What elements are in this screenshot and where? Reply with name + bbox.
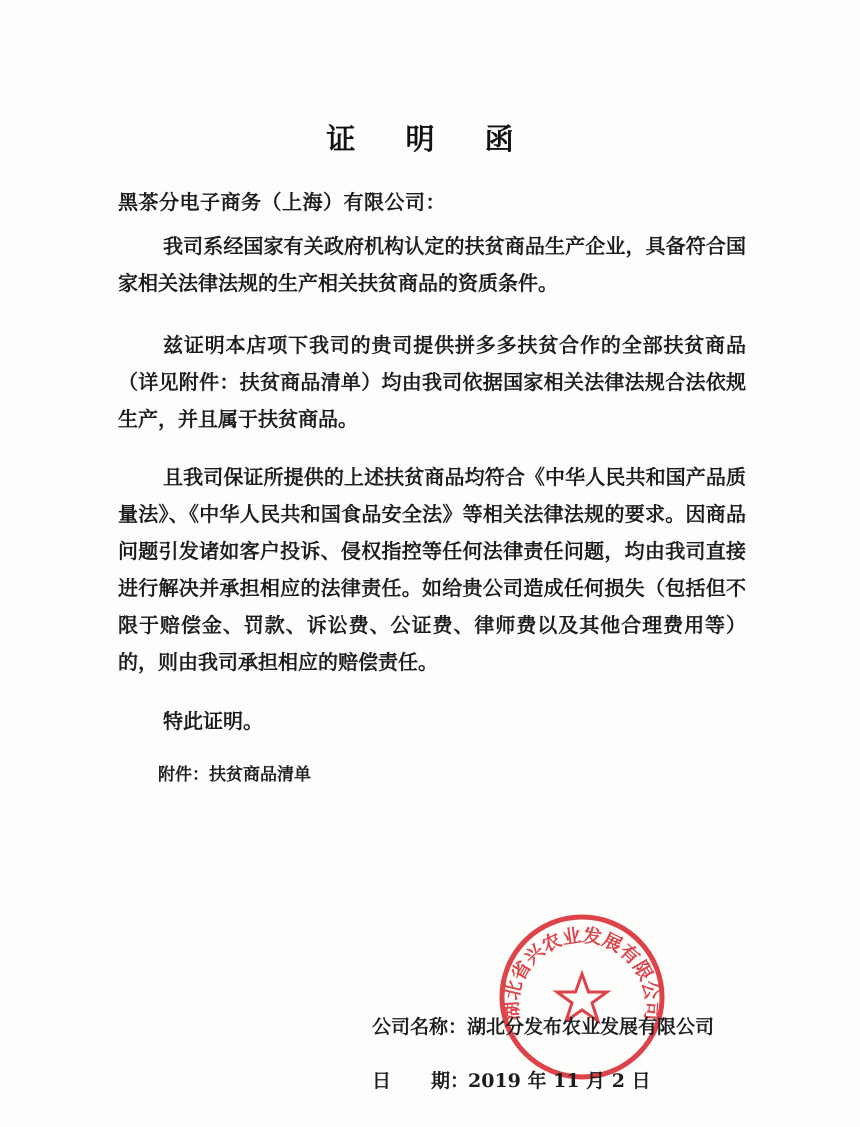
date-label-first: 日 xyxy=(372,1070,392,1092)
company-signature-line xyxy=(372,1012,714,1039)
letter-title: 证 明 函 xyxy=(326,122,534,156)
attachment-note: 附件：扶贫商品清单 xyxy=(158,765,311,785)
seal-text: 湖北省兴农业发展有限公司 xyxy=(500,924,664,1022)
closing-statement: 特此证明。 xyxy=(163,709,263,733)
salutation: 黑茶分电子商务（上海）有限公司： xyxy=(118,190,446,214)
date-value: 2019 年 11 月 2 日 xyxy=(468,1070,651,1092)
date-line xyxy=(372,1066,651,1093)
date-label-second: 期： xyxy=(431,1070,470,1092)
paragraph-certification: 兹证明本店项下我司的贵司提供拼多多扶贫合作的全部扶贫商品（详见附件：扶贫商品清单）均由我司依据国家相关法律法规合法依规生产，并且属于扶贫商品。 xyxy=(118,333,746,431)
company-name: 湖北分发布农业发展有限公司 xyxy=(467,1016,715,1038)
paragraph-guarantee: 且我司保证所提供的上述扶贫商品均符合《中华人民共和国产品质量法》、《中华人民共和国食品安全法》等相关法律法规的要求。因商品问题引发诸如客户投诉、侵权指控等任何法律责任问题，均由我司直接进行解决并承担相应的法律责任。如给贵公司造成任何损失（包括但不限于赔偿金、罚款、诉讼费、公证费、律师费以及其他合理费用等）的，则由我司承担相应的赔偿责任。 xyxy=(118,465,746,674)
company-seal xyxy=(492,912,672,1082)
company-label: 公司名称： xyxy=(372,1016,468,1038)
paragraph-qualification: 我司系经国家有关政府机构认定的扶贫商品生产企业，具备符合国家相关法律法规的生产相关扶贫商品的资质条件。 xyxy=(118,234,746,295)
seal-ring xyxy=(502,917,662,1077)
